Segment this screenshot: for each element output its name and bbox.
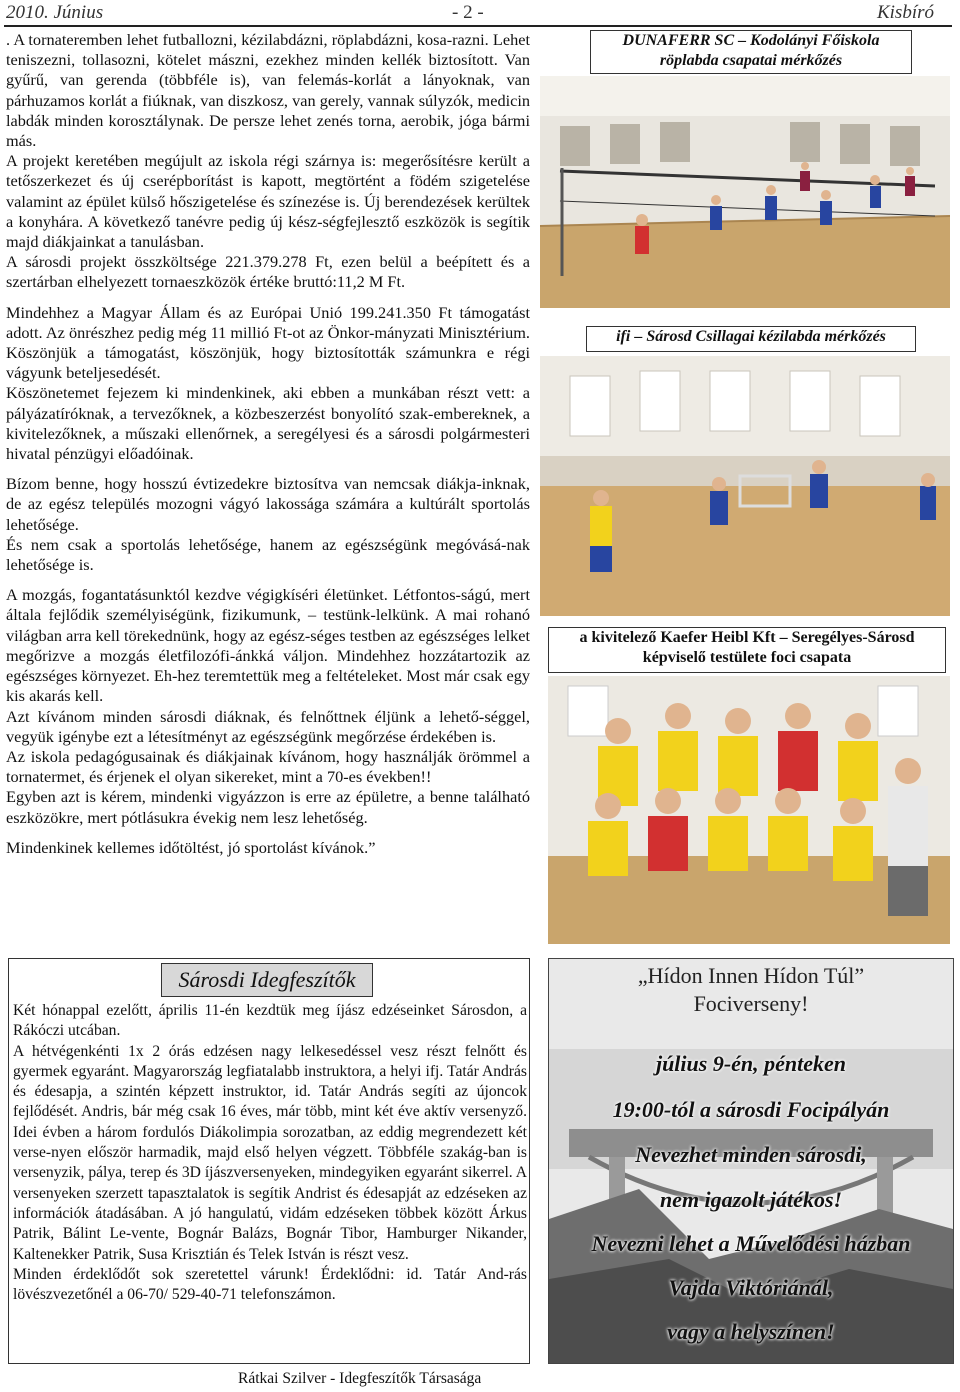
photo-caption-handball: ifi – Sárosd Csillagai kézilabda mérkőzés: [586, 326, 916, 352]
photo-caption-volleyball: DUNAFERR SC – Kodolányi Főiskola röplabda csapatai mérkőzés: [590, 30, 912, 74]
article-paragraph: A projekt keretében megújult az iskola régi szárnya is: megerősítésre került a tetőszerkezet és új cserépborítást is kapott, megtörtént a födém szigetelése valamint az épület külső hőszigetelése és színezése is. Új berendezések kerültek a konyhára. A következő tanévre pedig új kész-ségfejlesztő eszközök is segítik majd diákjainkat a tanulásban.: [6, 151, 530, 252]
article-paragraph: A sárosdi projekt összköltsége 221.379.278 Ft, ezen belül a beépített és a szertárban elhelyezett tornaeszközök értéke bruttó:11,2 M Ft.: [6, 252, 530, 292]
archery-paragraph: Két hónappal ezelőtt, április 11-én kezdtük meg íjász edzéseinket Sárosdon, a Rákóczi utcában.: [13, 1002, 527, 1040]
article-paragraph: Köszönetemet fejezem ki mindenkinek, aki ebben a munkában részt vett: a pályázatíróknak, a tervezőknek, a közbeszerzést bonyolító szak-embereknek, a kivitelezőknek, a műszaki ellenőrnek, a seregélyesi és a sárosdi polgármesteri hivatal pénzügyi előadóinak.: [6, 383, 530, 464]
article-paragraph: Mindehhez a Magyar Állam és az Európai Unió 199.241.350 Ft támogatást adott. Az önrészhez pedig még 11 millió Ft-ot az Önkor-mányzati Minisztérium. Köszönjük a támogatást, köszönjük, hogy biztosították számunkra e régi vágyunk beteljesedését.: [6, 302, 530, 383]
team-photo: [548, 676, 950, 944]
poster-date: július 9-én, pénteken: [655, 1051, 847, 1076]
football-tournament-poster: [548, 958, 954, 1364]
poster-eligibility: Nevezhet minden sárosdi,: [635, 1142, 867, 1167]
poster-subtitle: Fociverseny!: [693, 991, 809, 1016]
archery-paragraph: A hétvégenkénti 1x 2 órás edzésen nagy lelkesedéssel vesz részt felnőtt és gyermek egyaránt. Magyarország legfiatalabb instruktora, a helyi ifj. Tatár András és édesapja, a szintén képzett instruktor, id. Tatár András segíti az újoncok fejlődését. Andris, bár még csak 16 éves, már több, mint két éve aktív versenyző. Idei évben a három fordulós Diákolimpia sorozatban, az eddig megrendezett két verse-nyen először harmadik, majd első helyen végzett. Többféle szakág-ban is versenyzik, pálya, terep és 3D íjászversenyeken, mindegyiken egyaránt sikerrel. A versenyeken szerzett tapasztalatok is segítik Andrist és édesapját az edzéseken az információk átadásában. A jó hangulatú, vidám edzéseken többek között Árkus Patrik, Bálint Le-vente, Bognár Balázs, Bognár Tibor, Hamburger Nikander, Kaltenekker Patrik, Susa Krisztián és Telek István is részt vesz.: [13, 1042, 527, 1263]
handball-photo: [540, 356, 950, 616]
poster-time-venue: 19:00-tól a sárosdi Focipályán: [612, 1097, 890, 1122]
article-paragraph: A mozgás, fogantatásunktól kezdve végigkíséri életünket. Létfontos-ságú, mert általa fejlődik személyiségünk, fizikumunk, – testünk-lelkünk. A mai rohanó világban arra kell törekednünk, hogy az egész-séges testben az egészséges lelket megőrizve a mozgás életfilozófi-ánkká váljon. Mindehhez hozzátartozik az egészséges környezet. Eh-hez teremtettük meg a feltételeket. Most már csak egy kis akarás kell.: [6, 585, 530, 706]
archery-paragraph: Minden érdeklődőt sok szeretettel várunk! Érdeklődni: id. Tatár And-rás lövészvezetőnél a 06-70/ 529-40-71 telefonszámon.: [13, 1265, 527, 1304]
archery-title: Sárosdi Idegfeszítők: [161, 963, 373, 997]
article-closing: Mindenkinek kellemes időtöltést, jó sportolást kívánok.”: [6, 837, 376, 857]
poster-eligibility-2: nem igazolt játékos!: [659, 1187, 843, 1212]
volleyball-photo: [540, 76, 950, 308]
poster-registration-contact: Vajda Viktóriánál,: [668, 1275, 834, 1300]
poster-registration: Nevezni lehet a Művelődési házban: [591, 1231, 911, 1256]
header-rule: [4, 25, 952, 27]
article-body: [6, 30, 530, 858]
poster-registration-onsite: vagy a helyszínen!: [667, 1319, 835, 1344]
poster-title: „Hídon Innen Hídon Túl”: [637, 963, 865, 988]
issue-date: 2010. Június: [6, 2, 104, 23]
page-number: - 2 -: [452, 2, 484, 23]
article-paragraph: Egyben azt is kérem, mindenki vigyázzon is erre az épületre, a benne található eszközökre, mert pótlásukra évekig nem lesz lehetőség.: [6, 787, 530, 827]
archery-article-box: [8, 958, 530, 1364]
article-paragraph: És nem csak a sportolás lehetősége, hanem az egészségünk megóvásá-nak lehetősége is.: [6, 534, 530, 575]
article-paragraph: Bízom benne, hogy hosszú évtizedekre biztosítva van nemcsak diákja-inknak, de az egész település mozogni vágyó lakossága számára a kultúrált sportolás lehetősége.: [6, 474, 530, 534]
article-paragraph: . A tornateremben lehet futballozni, kézilabdázni, röplabdázni, kosa-razni. Lehet teniszezni, tollasozni, kötelet mászni, ezekhez minden kellék biztosított. Van gyűrű, van gerenda (többféle is), van felemás-korlát a lányoknak, van párhuzamos korlát a fiúknak, van diszkosz, van gerely, vannak súlyzók, medicin labdák minden korosztálynak. De persze lehet zenés torna, aerobik, jóga bármi más.: [6, 30, 530, 151]
photo-caption-team: a kivitelező Kaefer Heibl Kft – Seregélyes-Sárosd képviselő testülete foci csapata: [548, 627, 946, 673]
publication-name: Kisbíró: [876, 2, 934, 23]
article-paragraph: Azt kívánom minden sárosdi diáknak, és felnőttnek éljünk a lehető-séggel, vegyük igénybe ezt a létesítményt az egészségünk megőrzése érdekében is.: [6, 706, 530, 746]
article-paragraph: Az iskola pedagógusainak és diákjainak kívánom, hogy használják örömmel a tornatermet, és érjenek el olyan sikereket, mint a 70-es években!!: [6, 746, 530, 787]
archery-signature: Rátkai Szilver - Idegfeszítők Társasága: [238, 1370, 482, 1387]
page-header: [0, 0, 960, 26]
